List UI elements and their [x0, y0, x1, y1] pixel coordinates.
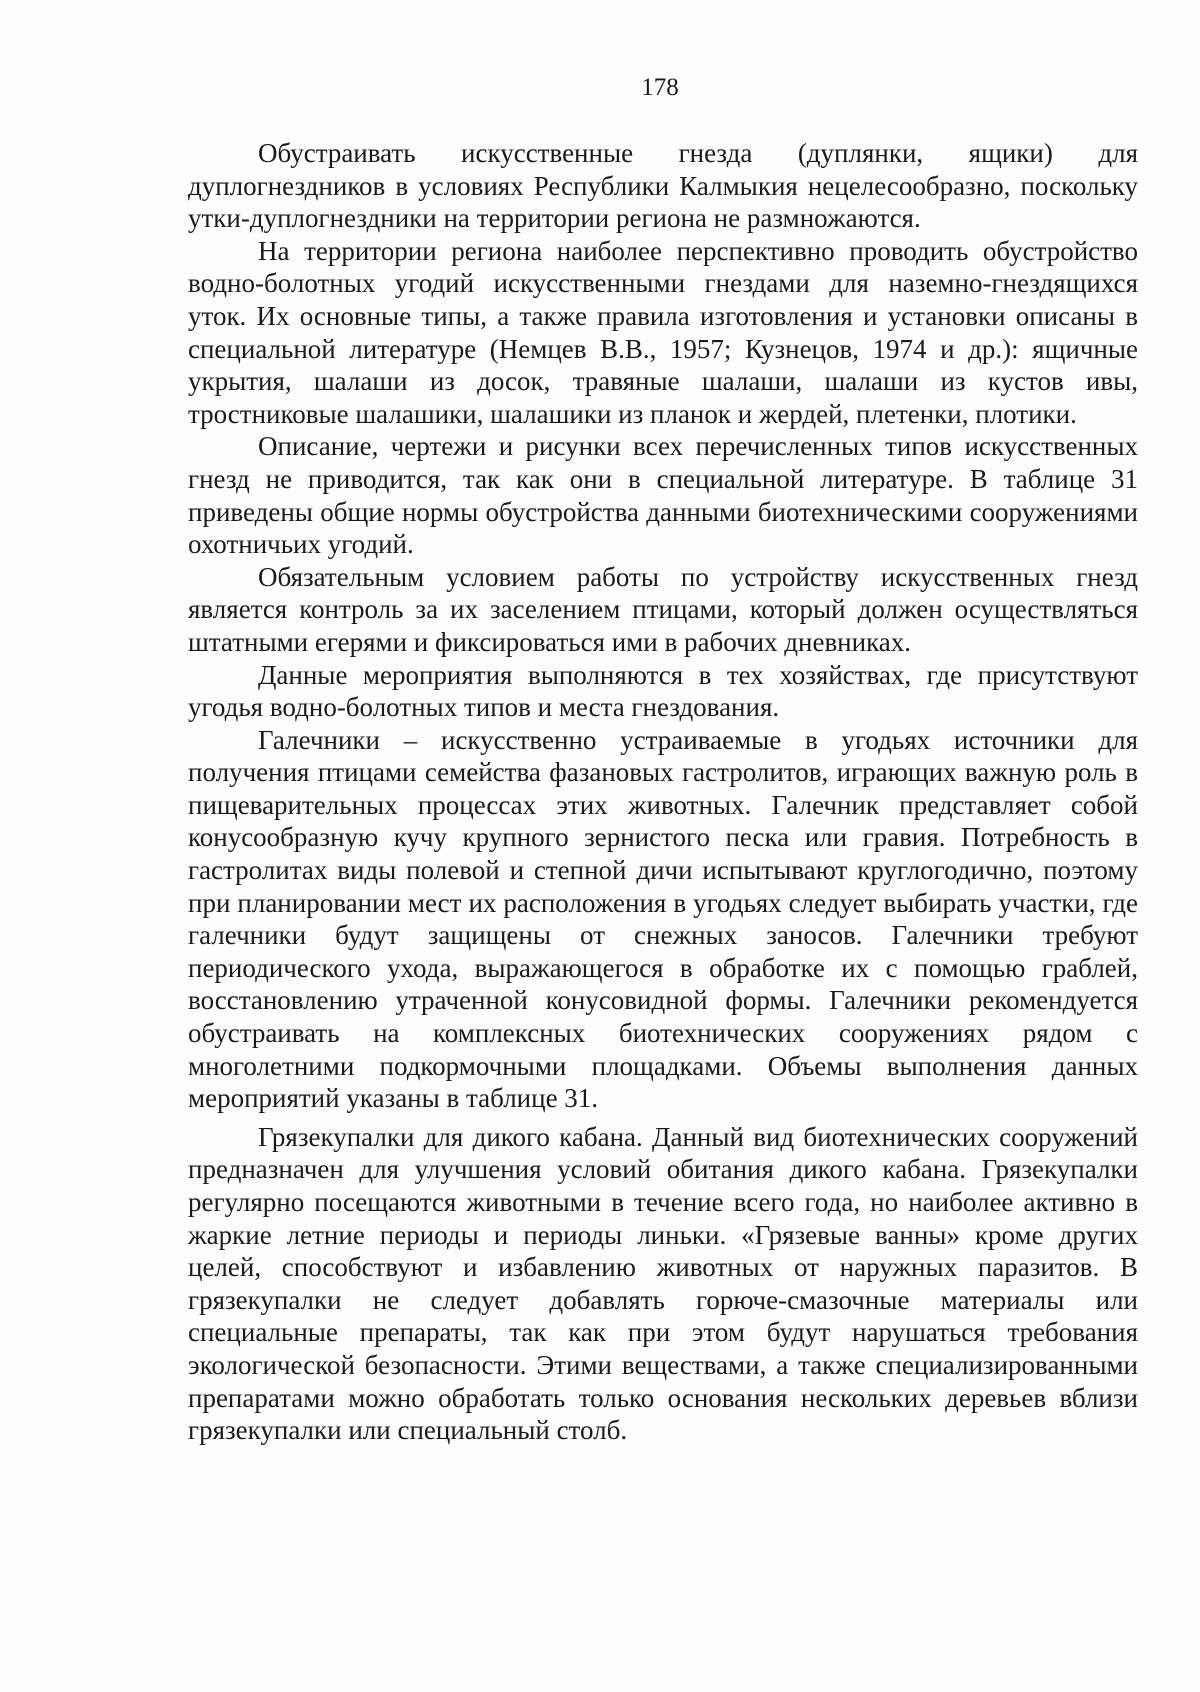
paragraph: Данные мероприятия выполняются в тех хозяйствах, где присутствуют угодья водно-болотных типов и места гнездования.	[188, 659, 1138, 723]
paragraph: Обязательным условием работы по устройству искусственных гнезд является контроль за их заселением птицами, который должен осуществляться штатными егерями и фиксироваться ими в рабочих дневниках.	[188, 561, 1138, 657]
body-text	[188, 137, 1138, 1447]
paragraph: Обустраивать искусственные гнезда (дуплянки, ящики) для дуплогнездников в условиях Республики Калмыкия нецелесообразно, поскольку утки-дуплогнездники на территории региона не размножаются.	[188, 138, 1138, 234]
paragraph: Галечники – искусственно устраиваемые в угодьях источники для получения птицами семейства фазановых гастролитов, играющих важную роль в пищеварительных процессах этих животных. Галечник представляет собой конусообразную кучу крупного зернистого песка или гравия. Потребность в гастролитах виды полевой и степной дичи испытывают круглогодично, поэтому при планировании мест их расположения в угодьях следует выбирать участки, где галечники будут защищены от снежных заносов. Галечники требуют периодического ухода, выражающегося в обработке их с помощью граблей, восстановлению утраченной конусовидной формы. Галечники рекомендуется обустраивать на комплексных биотехнических сооружениях рядом с многолетними подкормочными площадками. Объемы выполнения данных мероприятий указаны в таблице 31.	[188, 724, 1138, 1114]
page-number: 178	[641, 74, 679, 101]
paragraph: Грязекупалки для дикого кабана. Данный вид биотехнических сооружений предназначен для улучшения условий обитания дикого кабана. Грязекупалки регулярно посещаются животными в течение всего года, но наиболее активно в жаркие летние периоды и периоды линьки. «Грязевые ванны» кроме других целей, способствуют и избавлению животных от наружных паразитов. В грязекупалки не следует добавлять горюче-смазочные материалы или специальные препараты, так как при этом будут нарушаться требования экологической безопасности. Этими веществами, а также специализированными препаратами можно обработать только основания нескольких деревьев вблизи грязекупалки или специальный столб.	[188, 1121, 1138, 1446]
paragraph: На территории региона наиболее перспективно проводить обустройство водно-болотных угодий искусственными гнездами для наземно-гнездящихся уток. Их основные типы, а также правила изготовления и установки описаны в специальной литературе (Немцев В.В., 1957; Кузнецов, 1974 и др.): ящичные укрытия, шалаши из досок, травяные шалаши, шалаши из кустов ивы, тростниковые шалашики, шалашики из планок и жердей, плетенки, плотики.	[188, 235, 1138, 429]
paragraph: Описание, чертежи и рисунки всех перечисленных типов искусственных гнезд не приводится, так как они в специальной литературе. В таблице 31 приведены общие нормы обустройства данными биотехническими сооружениями охотничьих угодий.	[188, 431, 1138, 560]
